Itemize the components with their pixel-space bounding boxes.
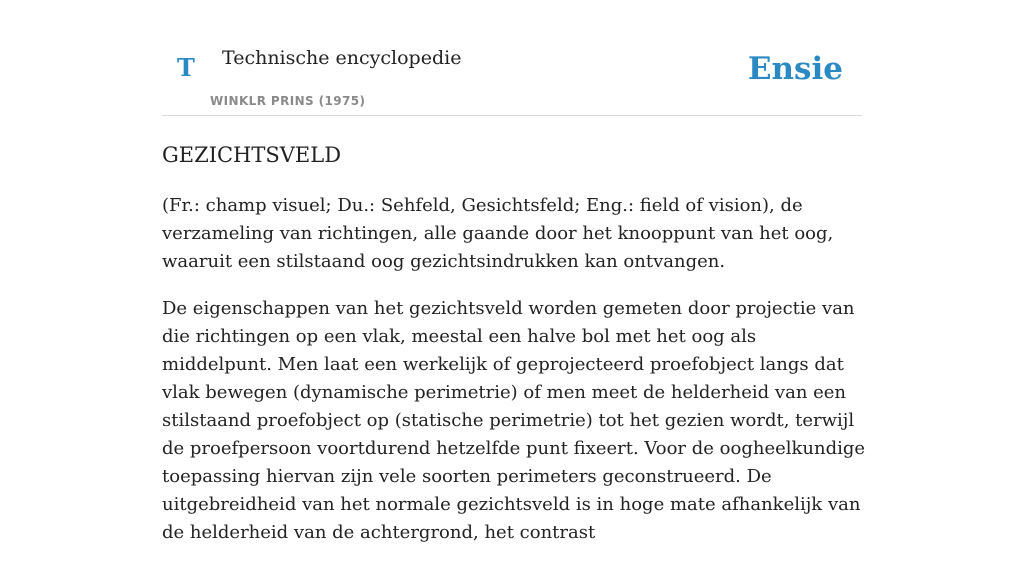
- book-source-label: WINKLR PRINS (1975): [210, 94, 366, 108]
- book-logo[interactable]: T: [177, 53, 195, 82]
- entry-title: GEZICHTSVELD: [162, 143, 342, 167]
- entry-paragraph: De eigenschappen van het gezichtsveld worden gemeten door projectie van die richtingen op een vlak, meestal een halve bol met het oog als middelpunt. Men laat een werkelijk of geprojecteerd proefobject langs dat vlak bewegen (dynamische perimetrie) of men meet de helderheid van een stilstaand proefobject op (statische perimetrie) tot het gezien wordt, terwijl de proefpersoon voortdurend hetzelfde punt fixeert. Voor de oogheelkundige toepassing hiervan zijn vele soorten perimeters geconstrueerd. De uitgebreidheid van het normale gezichtsveld is in hoge mate afhankelijk van de helderheid van de achtergrond, het contrast: [162, 298, 866, 543]
- entry-body: [162, 192, 867, 566]
- book-title-link[interactable]: Technische encyclopedie: [222, 47, 462, 69]
- header: [162, 0, 862, 116]
- entry-paragraph: (Fr.: champ visuel; Du.: Sehfeld, Gesichtsfeld; Eng.: field of vision), de verzameling van richtingen, alle gaande door het knooppunt van het oog, waaruit een stilstaand oog gezichtsindrukken kan ontvangen.: [162, 195, 834, 272]
- ensie-logo[interactable]: Ensie: [747, 51, 843, 87]
